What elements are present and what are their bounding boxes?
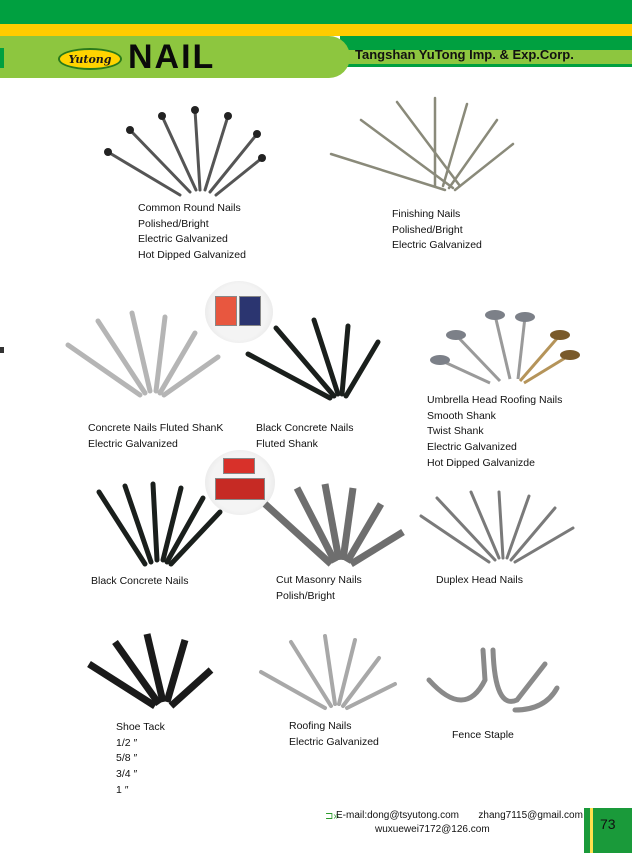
label-shoe-tack	[116, 720, 165, 799]
label-line: Black Concrete Nails	[256, 422, 354, 434]
label-line: Fence Staple	[452, 729, 514, 741]
label-line: Roofing Nails	[289, 720, 352, 732]
label-line: Common Round Nails	[138, 202, 241, 214]
cut-masonry-nails-image	[245, 480, 415, 570]
page-number-tab	[584, 808, 632, 853]
label-black-concrete-nails-fluted	[256, 421, 353, 452]
duplex-head-nails-image	[415, 488, 585, 568]
label-common-round-nails	[138, 201, 246, 264]
label-duplex-head-nails	[436, 573, 523, 589]
page-title: NAIL	[128, 38, 216, 76]
label-line: Polished/Bright	[392, 223, 463, 236]
label-concrete-nails-fluted	[88, 421, 223, 452]
common-round-nails-image	[100, 100, 270, 200]
email-line-1: E-mail:dong@tsyutong.com zhang7115@gmail.com	[336, 810, 583, 821]
concrete-nails-fluted-image	[60, 305, 235, 400]
yutong-logo	[58, 48, 122, 70]
email-line-2: wuxuewei7172@126.com	[375, 824, 490, 835]
page-tab-stripe	[590, 808, 593, 853]
shoe-tack-image	[75, 630, 225, 710]
label-line: Twist Shank	[427, 425, 484, 438]
page-number: 73	[600, 816, 616, 832]
umbrella-head-roofing-nails-image	[420, 305, 590, 390]
label-black-concrete-nails	[91, 574, 188, 590]
email-arrow-icon: ⊐»	[325, 811, 339, 822]
top-green-band	[0, 0, 632, 24]
label-line: 3/4 ″	[116, 768, 138, 781]
label-roofing-nails	[289, 719, 379, 750]
label-line: Umbrella Head Roofing Nails	[427, 394, 563, 406]
label-umbrella-head-roofing-nails	[427, 393, 562, 472]
label-line: Duplex Head Nails	[436, 574, 523, 586]
label-line: Smooth Shank	[427, 409, 496, 422]
label-line: Concrete Nails Fluted ShanK	[88, 422, 224, 434]
label-line: 1/2 ″	[116, 736, 138, 749]
black-concrete-nails-fluted-image	[240, 312, 400, 402]
label-line: Hot Dipped Galvanized	[138, 249, 246, 262]
label-finishing-nails	[392, 207, 482, 254]
label-line: Electric Galvanized	[138, 233, 228, 246]
roofing-nails-image	[255, 632, 405, 712]
top-yellow-band	[0, 24, 632, 36]
header-left-mark	[0, 48, 4, 68]
finishing-nails-image	[325, 92, 525, 202]
label-line: Polished/Bright	[138, 217, 209, 230]
company-name: Tangshan YuTong Imp. & Exp.Corp.	[355, 47, 574, 62]
label-line: Electric Galvanized	[289, 735, 379, 748]
fence-staple-image	[425, 640, 565, 715]
label-line: 5/8 ″	[116, 752, 138, 765]
label-line: Hot Dipped Galvanizde	[427, 456, 535, 469]
label-line: Polish/Bright	[276, 589, 335, 602]
logo-text: Yutong	[68, 52, 112, 66]
label-line: Electric Galvanized	[427, 441, 517, 454]
label-fence-staple	[452, 728, 514, 744]
label-line: Finishing Nails	[392, 208, 461, 220]
label-line: Fluted Shank	[256, 437, 318, 450]
label-cut-masonry-nails	[276, 573, 362, 604]
label-line: Black Concrete Nails	[91, 575, 189, 587]
label-line: Electric Galvanized	[392, 239, 482, 252]
label-line: Cut Masonry Nails	[276, 574, 362, 586]
label-line: Shoe Tack	[116, 721, 165, 733]
side-mark	[0, 347, 4, 353]
black-concrete-nails-image	[85, 478, 235, 568]
label-line: 1 ″	[116, 783, 129, 796]
header-right-stripe-bottom	[340, 64, 632, 67]
label-line: Electric Galvanized	[88, 437, 178, 450]
